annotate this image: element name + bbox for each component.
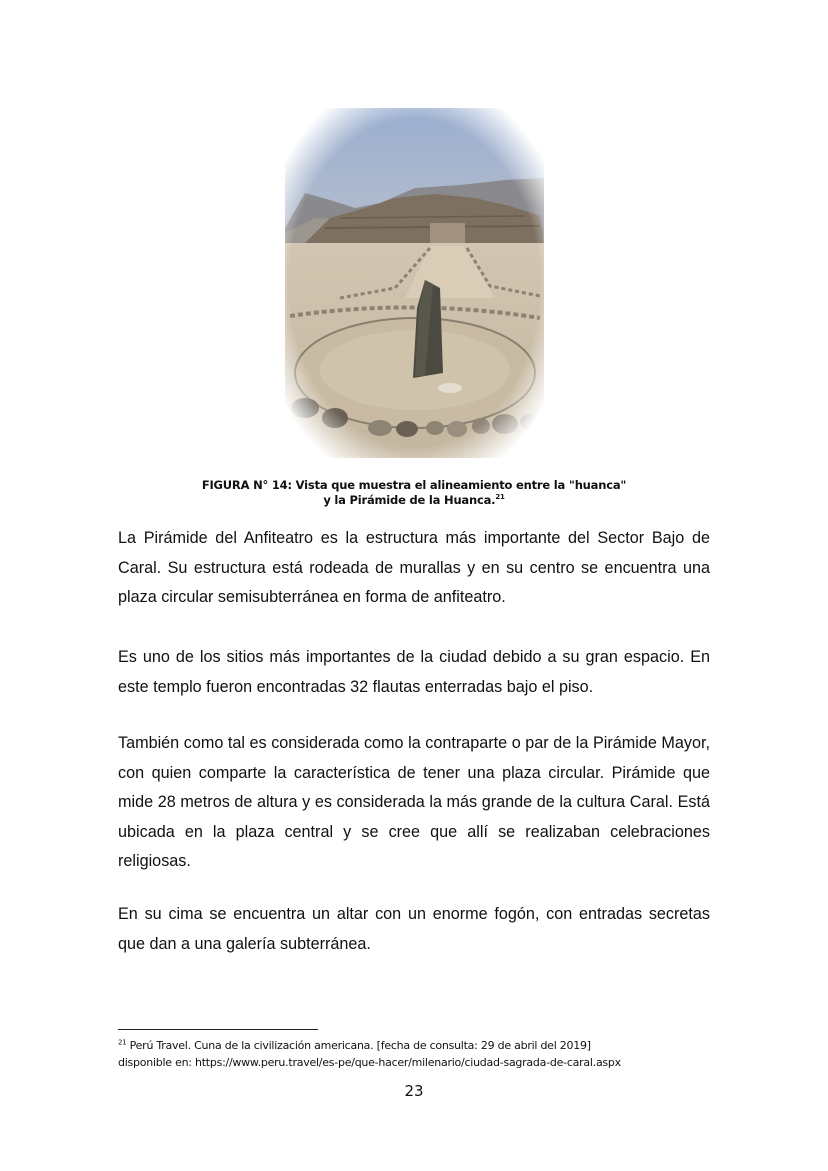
paragraph-2: Es uno de los sitios más importantes de la ciudad debido a su gran espacio. En este templo fueron encontradas 32 flautas enterradas bajo el piso.	[118, 648, 710, 696]
caption-line-1: FIGURA N° 14: Vista que muestra el alineamiento entre la "huanca"	[201, 478, 627, 492]
page-number: 23	[404, 1082, 424, 1100]
paragraph-1: La Pirámide del Anfiteatro es la estructura más importante del Sector Bajo de Caral. Su estructura está rodeada de murallas y en su centro se encuentra una plaza circular semisubterránea en forma de anfiteatro.	[118, 529, 710, 606]
paragraph-4: En su cima se encuentra un altar con un enorme fogón, con entradas secretas que dan a una galería subterránea.	[118, 905, 710, 953]
paragraph-3: También como tal es considerada como la contraparte o par de la Pirámide Mayor, con quien comparte la característica de tener una plaza circular. Pirámide que mide 28 metros de altura y es considerada la más grande de la cultura Caral. Está ubicada en la plaza central y se cree que allí se realizaban celebraciones religiosas.	[118, 734, 710, 870]
figure-caption	[150, 478, 678, 508]
photo-illustration	[285, 108, 544, 458]
footnote-number: 21	[118, 1038, 127, 1047]
footnote-reference[interactable]: 21	[495, 493, 505, 502]
footnote-separator	[118, 1029, 318, 1030]
footnote	[118, 1037, 718, 1071]
caption-line-2: y la Pirámide de la Huanca.$^{21}$	[323, 493, 505, 507]
huanca-photo	[285, 108, 544, 458]
footnote-line-1: $^{21}$ Perú Travel. Cuna de la civilización americana. [fecha de consulta: 29 de abril del 2019]	[118, 1038, 591, 1052]
footnote-link[interactable]: disponible en: https://www.peru.travel/es-pe/que-hacer/milenario/ciudad-sagrada-de-caral.aspx	[118, 1056, 621, 1069]
